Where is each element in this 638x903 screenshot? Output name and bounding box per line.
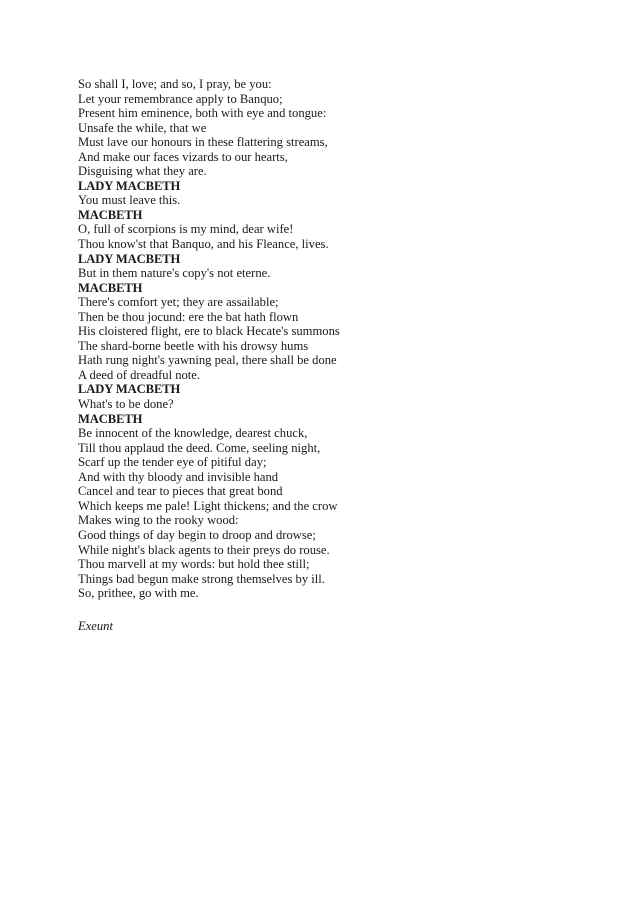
speaker-name: MACBETH — [78, 280, 143, 295]
verse-line: Disguising what they are. — [78, 164, 207, 179]
verse-line: Cancel and tear to pieces that great bond — [78, 484, 283, 499]
speaker-name: MACBETH — [78, 207, 143, 222]
verse-line: While night's black agents to their preys do rouse. — [78, 542, 330, 557]
verse-line: There's comfort yet; they are assailable; — [78, 295, 279, 310]
speaker-name: LADY MACBETH — [78, 382, 181, 397]
verse-line: You must leave this. — [78, 193, 181, 208]
verse-line: Hath rung night's yawning peal, there shall be done — [78, 353, 337, 368]
verse-line: So, prithee, go with me. — [78, 586, 199, 601]
verse-line: Thou know'st that Banquo, and his Fleance, lives. — [78, 237, 329, 252]
verse-line: Things bad begun make strong themselves by ill. — [78, 571, 325, 586]
script-text — [78, 77, 598, 601]
verse-line: Thou marvell at my words: but hold thee still; — [78, 557, 310, 572]
verse-line: Present him eminence, both with eye and tongue: — [78, 106, 327, 121]
verse-line: His cloistered flight, ere to black Hecate's summons — [78, 324, 340, 339]
verse-line: And make our faces vizards to our hearts, — [78, 149, 288, 164]
verse-line: The shard-borne beetle with his drowsy hums — [78, 338, 309, 353]
verse-line: Till thou applaud the deed. Come, seeling night, — [78, 440, 321, 455]
verse-line: Makes wing to the rooky wood: — [78, 513, 239, 528]
verse-line: Good things of day begin to droop and drowse; — [78, 527, 316, 542]
verse-line: And with thy bloody and invisible hand — [78, 469, 279, 484]
verse-line: Unsafe the while, that we — [78, 120, 207, 135]
verse-line: Scarf up the tender eye of pitiful day; — [78, 455, 267, 470]
verse-line: What's to be done? — [78, 397, 174, 412]
verse-line: A deed of dreadful note. — [78, 367, 201, 382]
verse-line: Then be thou jocund: ere the bat hath flown — [78, 309, 299, 324]
verse-line: O, full of scorpions is my mind, dear wife! — [78, 222, 294, 237]
verse-line: Be innocent of the knowledge, dearest chuck, — [78, 426, 308, 441]
verse-line: But in them nature's copy's not eterne. — [78, 266, 271, 281]
verse-line: Which keeps me pale! Light thickens; and the crow — [78, 498, 338, 513]
speaker-name: LADY MACBETH — [78, 251, 181, 266]
speaker-name: MACBETH — [78, 411, 143, 426]
speaker-name: LADY MACBETH — [78, 178, 181, 193]
verse-line: Let your remembrance apply to Banquo; — [78, 91, 283, 106]
verse-line: So shall I, love; and so, I pray, be you: — [78, 77, 272, 91]
verse-line: Must lave our honours in these flattering streams, — [78, 135, 328, 150]
stage-direction: Exeunt — [78, 619, 113, 633]
